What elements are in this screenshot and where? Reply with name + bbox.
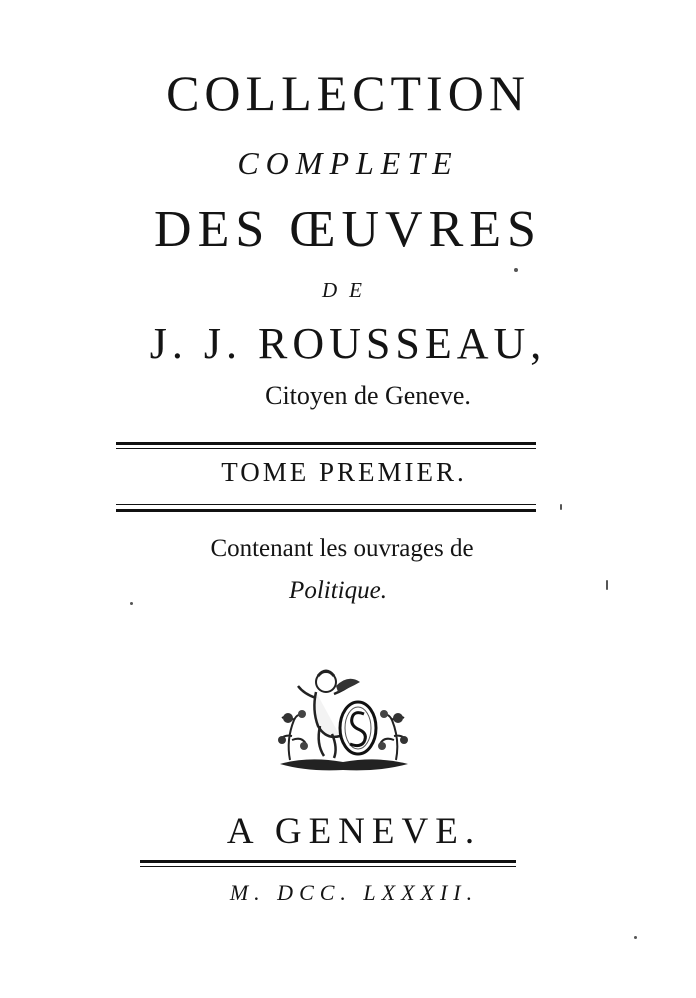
paper-speck bbox=[130, 602, 133, 605]
rule-bottom-thick bbox=[116, 509, 536, 512]
paper-speck bbox=[634, 936, 637, 939]
imprint-rule-thin bbox=[140, 866, 516, 867]
volume-label: TOME PREMIER. bbox=[221, 457, 467, 487]
rule-bottom-thin bbox=[116, 504, 536, 505]
paper-speck bbox=[560, 504, 562, 510]
rule-top-thick bbox=[116, 442, 536, 445]
imprint-year: M. DCC. LXXXII. bbox=[229, 880, 479, 905]
imprint-rule-thick bbox=[140, 860, 516, 863]
cherub-with-monogram-shield-icon bbox=[268, 660, 418, 778]
title-complete: COMPLETE bbox=[237, 145, 459, 181]
author-title: Citoyen de Geneve. bbox=[265, 381, 471, 410]
contents-line-1: Contenant les ouvrages de bbox=[210, 535, 474, 562]
contents-line-2: Politique. bbox=[289, 577, 387, 604]
paper-speck bbox=[514, 268, 518, 272]
rule-top-thin bbox=[116, 448, 536, 449]
title-collection: COLLECTION bbox=[166, 65, 530, 121]
imprint-place: A GENEVE. bbox=[226, 811, 482, 852]
title-des-oeuvres: DES ŒUVRES bbox=[154, 201, 542, 258]
paper-speck bbox=[606, 580, 608, 590]
author-name: J. J. ROUSSEAU, bbox=[149, 319, 547, 368]
title-de: DE bbox=[322, 278, 374, 302]
